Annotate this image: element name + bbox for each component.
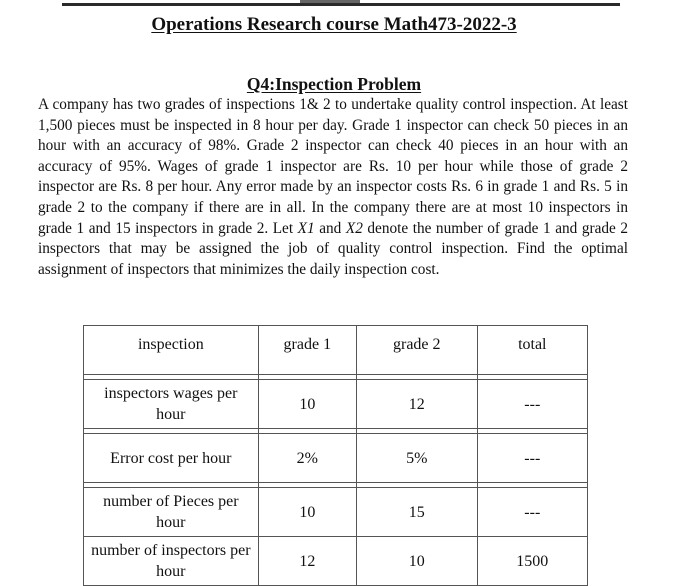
cell-grade-1: 10	[258, 488, 356, 537]
header-total: total	[477, 326, 587, 375]
variable-x2: X2	[345, 219, 363, 237]
top-rule	[62, 3, 620, 6]
cell-grade-1: 10	[258, 380, 356, 429]
cell-grade-2: 15	[356, 488, 477, 537]
row-label: inspectors wages per hour	[84, 380, 259, 429]
table-row	[84, 537, 588, 586]
row-label: Error cost per hour	[84, 434, 259, 483]
table-row	[84, 434, 588, 483]
problem-text-part-1: A company has two grades of inspections 1& 2 to undertake quality control inspection. At least 1,500 pieces must be inspected in 8 hour per day. Grade 1 inspector can check 50 pieces in an hour with an accuracy of 98%. Grade 2 inspector can check 40 pieces in an hour with an accuracy of 95%. Wages of grade 1 inspector are Rs. 10 per hour while those of grade 2 inspector are Rs. 8 per hour. Any error made by an inspector costs Rs. 6 in grade 1 and Rs. 5 in grade 2 to the company if there are in all. In the company there are at most 10 inspectors in grade 1 and 15 inspectors in grade 2. Let	[38, 96, 628, 237]
table-row	[84, 488, 588, 537]
row-label: number of Pieces per hour	[84, 488, 259, 537]
table-row	[84, 380, 588, 429]
problem-text	[38, 95, 628, 280]
problem-text-part-3: denote the number of grade 1 and grade 2 inspectors that may be assigned the job of quality control inspection. Find the optimal assignment of inspectors that minimizes the daily inspection cost.	[38, 219, 628, 278]
variable-x1: X1	[297, 219, 315, 237]
cell-grade-1: 12	[258, 537, 356, 586]
cell-total: ---	[477, 380, 587, 429]
problem-text-part-2: and	[314, 219, 346, 237]
header-grade-2: grade 2	[356, 326, 477, 375]
course-title: Operations Research course Math473-2022-3	[151, 14, 517, 35]
header-grade-1: grade 1	[258, 326, 356, 375]
top-rule-mark	[300, 0, 360, 3]
problem-heading: Q4:Inspection Problem	[246, 74, 422, 94]
cell-total: ---	[477, 434, 587, 483]
header-inspection: inspection	[84, 326, 259, 375]
row-label: number of inspectors per hour	[84, 537, 259, 586]
cell-grade-2: 5%	[356, 434, 477, 483]
inspection-table	[83, 325, 588, 586]
table-header-row	[84, 326, 588, 375]
cell-total: ---	[477, 488, 587, 537]
cell-total: 1500	[477, 537, 587, 586]
cell-grade-2: 12	[356, 380, 477, 429]
cell-grade-1: 2%	[258, 434, 356, 483]
cell-grade-2: 10	[356, 537, 477, 586]
